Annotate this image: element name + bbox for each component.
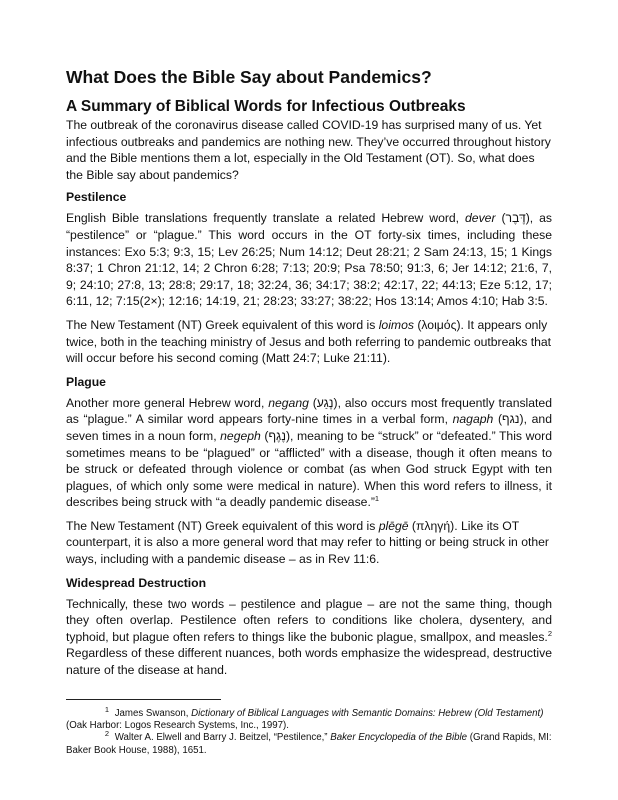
text-run: Walter A. Elwell and Barry J. Beitzel, “Pestilence,” (112, 732, 331, 744)
footnote-title: Baker Encyclopedia of the Bible (330, 732, 468, 744)
pestilence-paragraph-1 (66, 210, 552, 310)
term-negang: negang (268, 395, 309, 410)
text-run: Technically, these two words – pestilence and plague – are not the same thing, though they often overlap. Pestilence often refers to conditions like cholera, dysentery, and typhoid, but plague often refers to things like the bubonic plague, smallpox, and measles. (66, 596, 552, 644)
page-title: What Does the Bible Say about Pandemics? (66, 67, 432, 87)
destruction-paragraph (66, 596, 552, 679)
text-run: James Swanson, (112, 707, 192, 719)
text-run: (דֶּבֶר), as “pestilence” or “plague.” This word occurs in the OT forty-six times, including these instances: Exo 5:3; 9:3, 15; Lev 26:25; Num 14:12; Deut 28:21; 2 Sam 24:13, 15; 1 Kings 8:37; 1 Chron 21:12, 14; 2 Chron 6:28; 7:13; 20:9; Psa 78:50; 91:3, 6; Jer 14:12; 21:6, 7, 9; 24:10; 27:8, 13; 28:8; 29:17, 18; 32:24, 36; 34:17; 38:2; 42:17, 22; 44:13; Eze 5:12, 17; 6:11, 12; 7:15(2×); 12:16; 14:19, 21; 28:23; 33:27; 38:22; Hos 13:14; Amos 4:10; Hab 3:5. (66, 211, 553, 309)
footnote-ref-2[interactable]: 2 (547, 628, 552, 638)
text-run: Another more general Hebrew word, (66, 395, 269, 410)
footnote-number: 2 (104, 729, 109, 739)
text-run: (λοιμός). It appears only twice, both in the teaching ministry of Jesus and both referring to pandemic outbreaks that will occur before his second coming (Matt 24:7; Luke 21:11). (66, 317, 552, 366)
pestilence-paragraph-2 (66, 317, 552, 367)
footnote-2 (66, 729, 552, 757)
text-run: (Grand Rapids, MI: Baker Book House, 1988), 1651. (66, 732, 552, 756)
text-run: (Oak Harbor: Logos Research Systems, Inc., 1997). (66, 720, 289, 732)
intro-paragraph: The outbreak of the coronavirus disease called COVID-19 has surprised many of us. Yet infectious outbreaks and pandemics are nothing new. They’ve occurred throughout history and the Bible mentions them a lot, especially in the Old Testament (OT). So, what does the Bible say about pandemics? (66, 118, 551, 182)
term-negeph: negeph (220, 428, 261, 443)
term-nagaph: nagaph (452, 412, 494, 427)
term-loimos: loimos (378, 317, 414, 332)
section-heading-plague: Plague (66, 374, 106, 389)
text-run: (נֶגַע), also occurs most frequently translated as “plague.” A similar word appears forty-nine times in a verbal form, (66, 395, 552, 427)
section-heading-pestilence: Pestilence (66, 190, 127, 205)
footnote-title: Dictionary of Biblical Languages with Semantic Domains: Hebrew (Old Testament) (191, 707, 544, 719)
section-heading-destruction: Widespread Destruction (66, 575, 207, 590)
plague-paragraph-1 (66, 395, 552, 511)
document-page (66, 66, 552, 757)
term-plege: plēgē (378, 518, 409, 533)
footnote-ref-1[interactable]: 1 (374, 494, 380, 504)
text-run: (πληγή). Like its OT counterpart, it is also a more general word that may refer to hitting or being struck in other ways, including with a pandemic disease – as in Rev 11:6. (66, 518, 549, 567)
text-run: (נֶגֶף), meaning to be “struck” or “defeated.” This word sometimes means to be “plagued” or “afflicted” with a disease, though it often means to be struck or defeated through violence or combat (as when God struck Egypt with ten plagues, of which only some were medical in nature). When this word refers to illness, it describes being struck with “a deadly pandemic disease.” (66, 428, 552, 510)
footnote-divider (66, 699, 221, 700)
footnote-1 (66, 704, 552, 733)
text-run: English Bible translations frequently translate a related Hebrew word, (66, 211, 466, 226)
text-run: The New Testament (NT) Greek equivalent of this word is (66, 518, 379, 533)
page-subtitle: A Summary of Biblical Words for Infectious Outbreaks (66, 98, 466, 115)
footnote-number: 1 (104, 704, 109, 714)
text-run: The New Testament (NT) Greek equivalent of this word is (66, 317, 379, 332)
text-run: Regardless of these different nuances, both words emphasize the widespread, destructive nature of the disease at hand. (66, 646, 552, 678)
plague-paragraph-2 (66, 518, 552, 568)
term-dever: dever (465, 211, 496, 226)
text-run: (נגף), and seven times in a noun form, (66, 412, 552, 443)
